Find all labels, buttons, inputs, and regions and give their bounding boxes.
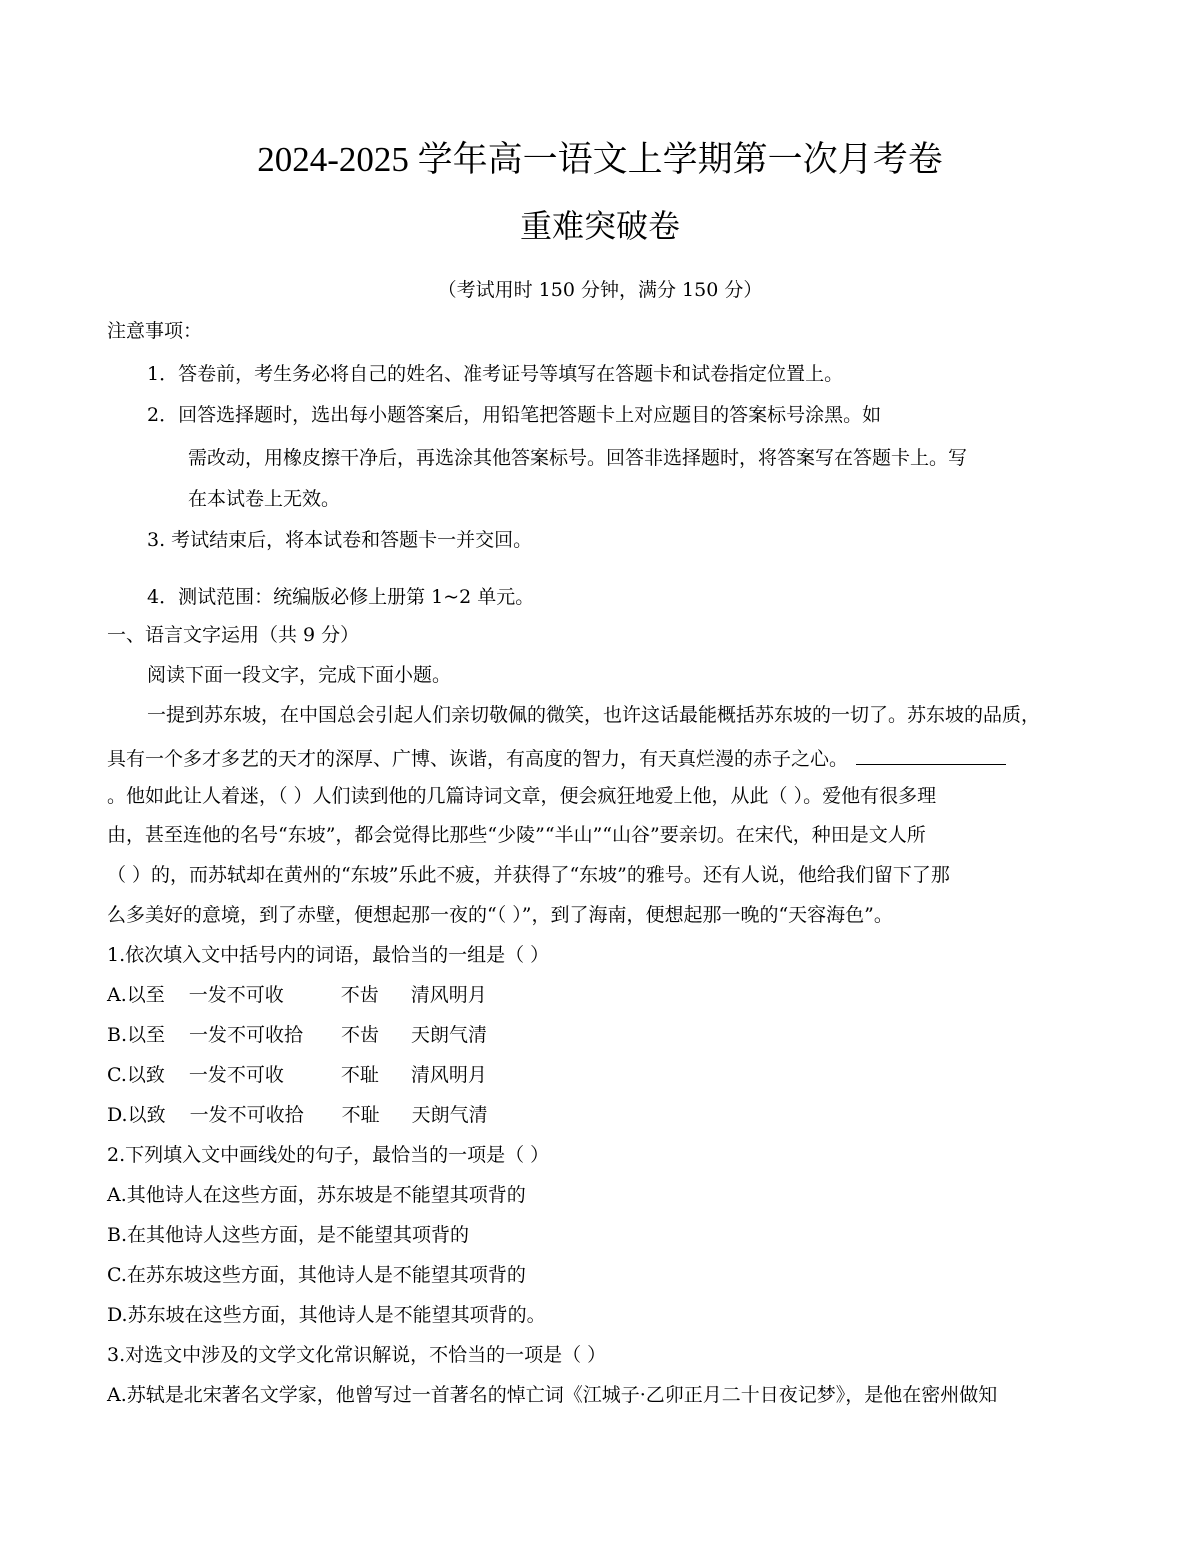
notice-heading: 注意事项：	[107, 320, 203, 342]
passage-line-1: 一提到苏东坡，在中国总会引起人们亲切敬佩的微笑，也许这话最能概括苏东坡的一切了。苏东坡的品质，	[147, 704, 1041, 726]
notice-item-2: 2．回答选择题时，选出每小题答案后，用铅笔把答题卡上对应题目的答案标号涂黑。如	[147, 404, 882, 426]
option-word: 以致	[127, 1104, 166, 1126]
option-word: 一发不可收拾	[189, 1104, 304, 1126]
reading-instruction: 阅读下面一段文字，完成下面小题。	[147, 664, 452, 686]
notice-item-4: 4．测试范围：统编版必修上册第 1~2 单元。	[147, 586, 535, 608]
question-1-stem: 1.依次填入文中括号内的词语，最恰当的一组是（ ）	[107, 944, 550, 966]
section-heading: 一、语言文字运用（共 9 分）	[107, 624, 360, 646]
question-2-option-b: B.在其他诗人这些方面，是不能望其项背的	[107, 1224, 470, 1246]
option-word: 不齿	[340, 984, 379, 1006]
option-word: 天朗气清	[411, 1024, 488, 1046]
exam-title: 2024-2025 学年高一语文上学期第一次月考卷	[257, 140, 943, 179]
option-label: D.	[107, 1104, 128, 1126]
passage-line-4: 由，甚至连他的名号“东坡”，都会觉得比那些“少陵”“半山”“山谷”要亲切。在宋代，种田是文人所	[107, 824, 926, 846]
question-3-option-a: A.苏轼是北宋著名文学家，他曾写过一首著名的悼亡词《江城子·乙卯正月二十日夜记梦》，是他在密州做知	[107, 1384, 998, 1406]
question-2-option-d: D.苏东坡在这些方面，其他诗人是不能望其项背的。	[107, 1304, 546, 1326]
option-word: 清风明月	[410, 1064, 487, 1086]
option-word: 以至	[127, 1024, 166, 1046]
question-3-stem: 3.对选文中涉及的文学文化常识解说，不恰当的一项是（ ）	[107, 1344, 607, 1366]
notice-item-3: 3. 考试结束后，将本试卷和答题卡一并交回。	[147, 529, 533, 551]
option-word: 一发不可收	[188, 1064, 284, 1086]
passage-line-6: 么多美好的意境，到了赤壁，便想起那一夜的“（ ）”，到了海南，便想起那一晚的“天容海色”。	[107, 904, 893, 926]
option-label: A.	[107, 984, 127, 1006]
option-label: C.	[107, 1064, 127, 1086]
option-word: 一发不可收拾	[189, 1024, 304, 1046]
question-2-stem: 2.下列填入文中画线处的句子，最恰当的一项是（ ）	[107, 1144, 550, 1166]
question-2-option-a: A.其他诗人在这些方面，苏东坡是不能望其项背的	[107, 1184, 526, 1206]
exam-subtitle: 重难突破卷	[519, 208, 680, 244]
passage-line-5: （ ）的，而苏轼却在黄州的“东坡”乐此不疲，并获得了“东坡”的雅号。还有人说，他给我们留下了那	[107, 864, 950, 886]
option-word: 清风明月	[410, 984, 487, 1006]
option-word: 一发不可收	[188, 984, 284, 1006]
notice-item-2-continued: 需改动，用橡皮擦干净后，再选涂其他答案标号。回答非选择题时，将答案写在答题卡上。写	[188, 447, 968, 469]
passage-line-2-text: 具有一个多才多艺的天才的深厚、广博、诙谐，有高度的智力，有天真烂漫的赤子之心。	[107, 748, 849, 770]
question-1-option-c	[107, 1066, 551, 1085]
passage-line-3: 。他如此让人着迷，（ ）人们读到他的几篇诗词文章，便会疯狂地爱上他，从此（ ）。爱他有很多理	[107, 785, 937, 807]
question-1-option-d	[107, 1106, 552, 1125]
option-label: B.	[107, 1024, 128, 1046]
notice-item-2-end: 在本试卷上无效。	[188, 488, 341, 510]
option-word: 以至	[126, 984, 165, 1006]
question-1-option-a	[107, 986, 551, 1005]
option-word: 以致	[126, 1064, 165, 1086]
option-word: 不齿	[341, 1024, 380, 1046]
passage-line-2	[107, 746, 1006, 769]
question-2-option-c: C.在苏东坡这些方面，其他诗人是不能望其项背的	[107, 1264, 526, 1286]
option-word: 天朗气清	[411, 1104, 488, 1126]
question-1-option-b	[107, 1026, 551, 1045]
notice-item-1: 1．答卷前，考生务必将自己的姓名、准考证号等填写在答题卡和试卷指定位置上。	[147, 363, 844, 385]
option-word: 不耻	[341, 1104, 380, 1126]
option-word: 不耻	[340, 1064, 379, 1086]
answer-blank-line	[856, 746, 1006, 765]
exam-info: （考试用时 150 分钟，满分 150 分）	[437, 279, 763, 301]
